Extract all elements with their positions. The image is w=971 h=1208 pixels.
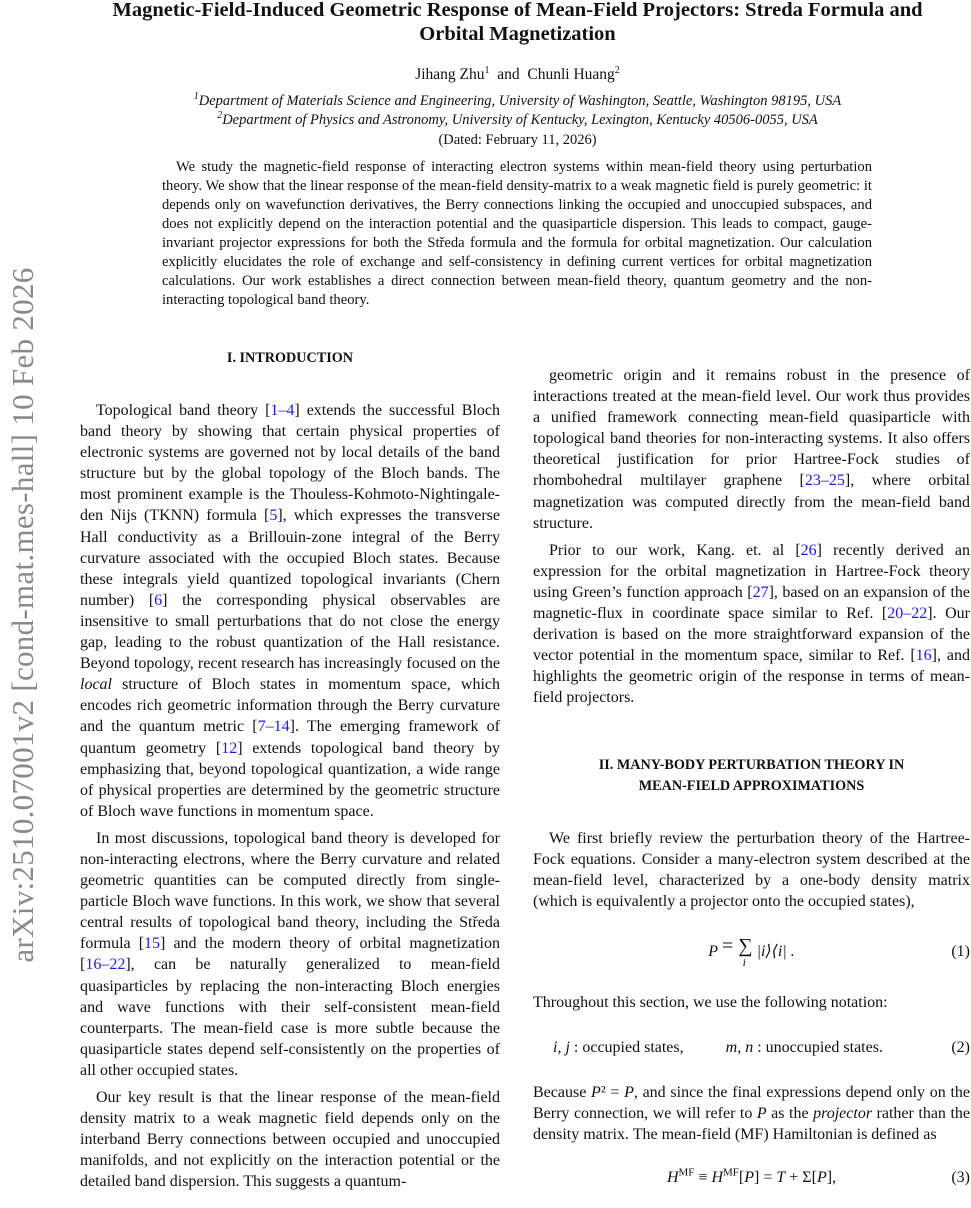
text-run: Topological band theory [ [96, 402, 271, 419]
text-run: Because [533, 1084, 592, 1102]
text-run: ]. The emerging framework of quantum geometry [ [80, 718, 500, 757]
equation-3 [533, 1167, 970, 1188]
equation-number: (3) [951, 1169, 970, 1187]
eq-sum: = ∑ [722, 934, 753, 957]
paragraph [80, 400, 500, 822]
text-run: ], based on an expansion of the magnetic-flux in coordinate space similar to Ref. [ [533, 583, 971, 623]
citation-link[interactable]: 26 [800, 541, 817, 559]
paragraph [533, 540, 970, 709]
right-column [533, 365, 970, 1208]
emphasis-text: P [756, 1105, 767, 1123]
eq-subscript: i [742, 954, 746, 969]
author-affil-mark: 2 [614, 64, 620, 76]
text-run: ] recently derived an expression for the orbital magnetization in Hartree-Fock theory using Green’s function approach [ [533, 541, 970, 601]
paragraph [533, 828, 970, 912]
text-run: , and since the final expressions depend only on the Berry connection, we will refer to [533, 1084, 970, 1123]
citation-link[interactable]: 23–25 [804, 472, 845, 490]
text-run: ] extends topological band theory by emphasizing that, beyond topological quantization, a wide range of physical properties are determined by the geometric structure of Bloch wave functions in momentum space. [80, 739, 500, 820]
paragraph [533, 1082, 970, 1145]
text-run: ] extends the successful Bloch band theory by showing that certain physical properties of electronic systems are governed not by local details of the band structure but by the global topology of the Bloch bands. The most prominent example is the Thouless-Kohmoto-Nightingale-den Nijs (TKNN) formula [ [80, 402, 500, 525]
citation-link[interactable]: 12 [221, 739, 238, 757]
affiliation-text: Department of Physics and Astronomy, University of Kentucky, Lexington, Kentucky 40506-0055, USA [222, 112, 818, 128]
author-separator: and [497, 66, 520, 83]
equation-2 [533, 1037, 970, 1058]
eq-text: : occupied states, [573, 1038, 684, 1056]
citation-link[interactable]: 15 [144, 935, 161, 953]
intro-body [80, 400, 500, 1192]
author-name: Chunli Huang [527, 66, 615, 83]
affiliation [80, 93, 955, 110]
citation-link[interactable]: 1–4 [270, 402, 295, 419]
citation-link[interactable]: 27 [752, 583, 769, 601]
citation-link[interactable]: 20–22 [887, 605, 928, 623]
section-heading-introduction: I. INTRODUCTION [226, 350, 354, 366]
intro-body-continued [533, 365, 970, 709]
paragraph [80, 1087, 500, 1192]
text-run: ] the corresponding physical observables are insensitive to small perturbations that do not close the energy gap, leading to the robust quantization of the Hall resistance. Beyond topology, recent research has increasingly focused on the [80, 591, 501, 673]
paragraph [80, 828, 500, 1081]
text-run: ]. Our derivation is based on the more straightforward expansion of the vector potential in the momentum space, similar to Ref. [ [533, 605, 970, 665]
equation-1 [533, 932, 970, 972]
equation-number: (1) [951, 943, 970, 961]
emphasis-text: P [624, 1084, 634, 1102]
text-run: structure of Bloch states in momentum space, which encodes rich geometric information through the Berry curvature and the quantum metric [ [80, 676, 500, 736]
affil-mark: 1 [193, 91, 199, 103]
author-affil-mark: 1 [484, 64, 490, 76]
emphasis-text: local [80, 676, 112, 694]
eq-symbol: P [708, 943, 719, 961]
paper-title: Magnetic-Field-Induced Geometric Response of Mean-Field Projectors: Streda Formula and Orbital Magnetization [112, 0, 923, 45]
affiliation-text: Department of Materials Science and Engineering, University of Washington, Seattle, Washington 98195, USA [198, 93, 842, 109]
text-run: ] and the modern theory of orbital magnetization [ [80, 935, 500, 974]
text-run: Prior to our work, Kang. et. al [ [549, 541, 801, 559]
text-run: We first briefly review the perturbation theory of the Hartree-Fock equations. Consider a many-electron system described at the mean-field level, characterized by a one-body density matrix (which is equivalently a projector onto the occupied states), [533, 829, 970, 910]
eq-expression: $H^{MF} \equiv H^{MF}[P] = T + \Sigma[P]$, [666, 1167, 837, 1187]
arxiv-identifier-sidebar: arXiv:2510.07001v2 [cond-mat.mes-hall] 10 Feb 2026 [5, 267, 40, 963]
text-run: ], where orbital magnetization was computed directly from the mean-field band structure. [533, 472, 970, 532]
equation-number: (2) [951, 1038, 970, 1056]
citation-link[interactable]: 6 [154, 591, 163, 609]
eq-vars: m, n [725, 1038, 754, 1056]
text-run: rather than the density matrix. The mean-field (MF) Hamiltonian is defined as [533, 1105, 970, 1144]
text-run: Our key result is that the linear response of the mean-field density matrix to a weak magnetic field depends only on the interband Berry connections between occupied and unoccupied manifolds, and not explicitly on the interaction potential or the detailed band dispersion. This suggests a quantum- [80, 1089, 500, 1191]
eq-term: |i⟩⟨i| . [756, 943, 795, 961]
citation-link[interactable]: 16 [915, 647, 932, 665]
text-run: ² = [600, 1084, 625, 1102]
author-list [80, 66, 955, 84]
citation-link[interactable]: 5 [269, 507, 278, 525]
citation-link[interactable]: 16–22 [85, 956, 126, 974]
section-heading-perturbation-theory [533, 755, 970, 797]
section2-body [533, 828, 970, 912]
text-run: ], can be naturally generalized to mean-field quasiparticles by replacing the non-interacting Bloch energies and wave functions with their self-consistent mean-field counterparts. The mean-field case is more subtle because the quasiparticle states depend self-consistently on the properties of all other occupied states. [80, 956, 500, 1079]
emphasis-text: P [591, 1084, 601, 1102]
affiliation [80, 112, 955, 129]
emphasis-text: projector [813, 1105, 873, 1123]
paragraph [533, 365, 970, 534]
dated-line: (Dated: February 11, 2026) [438, 132, 597, 148]
eq-vars: i, j [553, 1038, 570, 1056]
eq-text: : unoccupied states. [757, 1038, 883, 1056]
text-run: ], and highlights the geometric origin of the response in terms of mean-field projectors. [533, 647, 970, 707]
affil-mark: 2 [217, 110, 223, 122]
heading-line: II. MANY-BODY PERTURBATION THEORY IN [598, 756, 905, 773]
citation-link[interactable]: 7–14 [257, 718, 290, 736]
text-run: In most discussions, topological band theory is developed for non-interacting electrons, where the Berry curvature and related geometric quantities can be computed directly from single-particle Bloch wave functions. In this work, we show that several central results of topological band theory, including the Středa formula [ [80, 829, 500, 953]
left-column [80, 348, 500, 1198]
text-run: geometric origin and it remains robust in the presence of interactions treated at the mean-field level. Our work thus provides a unified framework connecting mean-field quasiparticle with topological band theories for non-interacting systems. It also offers theoretical justification for prior Hartree-Fock studies of rhombohedral multilayer graphene [ [533, 367, 970, 490]
abstract: We study the magnetic-field response of interacting electron systems within mean-field theory using perturbation theory. We show that the linear response of the mean-field density-matrix to a weak magnetic field is purely geometric: it depends only on wavefunction derivatives, the Berry connections linking the occupied and unoccupied subspaces, and does not explicitly depend on the interaction potential and the quasiparticle dispersion. This leads to compact, gauge-invariant projector expressions for both the Středa formula and the formula for orbital magnetization. Our calculation explicitly elucidates the role of exchange and self-consistency in defining current vertices for orbital magnetization calculations. Our work establishes a direct connection between mean-field theory, quantum geometry and the non-interacting topological band theory. [162, 159, 872, 308]
text-run: as the [766, 1105, 814, 1123]
paragraph: Throughout this section, we use the following notation: [533, 993, 888, 1011]
text-run: ], which expresses the transverse Hall conductivity as a Brillouin-zone integral of the Berry curvature associated with the occupied Bloch states. Because these integrals yield quantized topological invariants (Chern number) [ [80, 507, 500, 609]
heading-line: MEAN-FIELD APPROXIMATIONS [638, 777, 865, 794]
author-name: Jihang Zhu [415, 66, 485, 83]
